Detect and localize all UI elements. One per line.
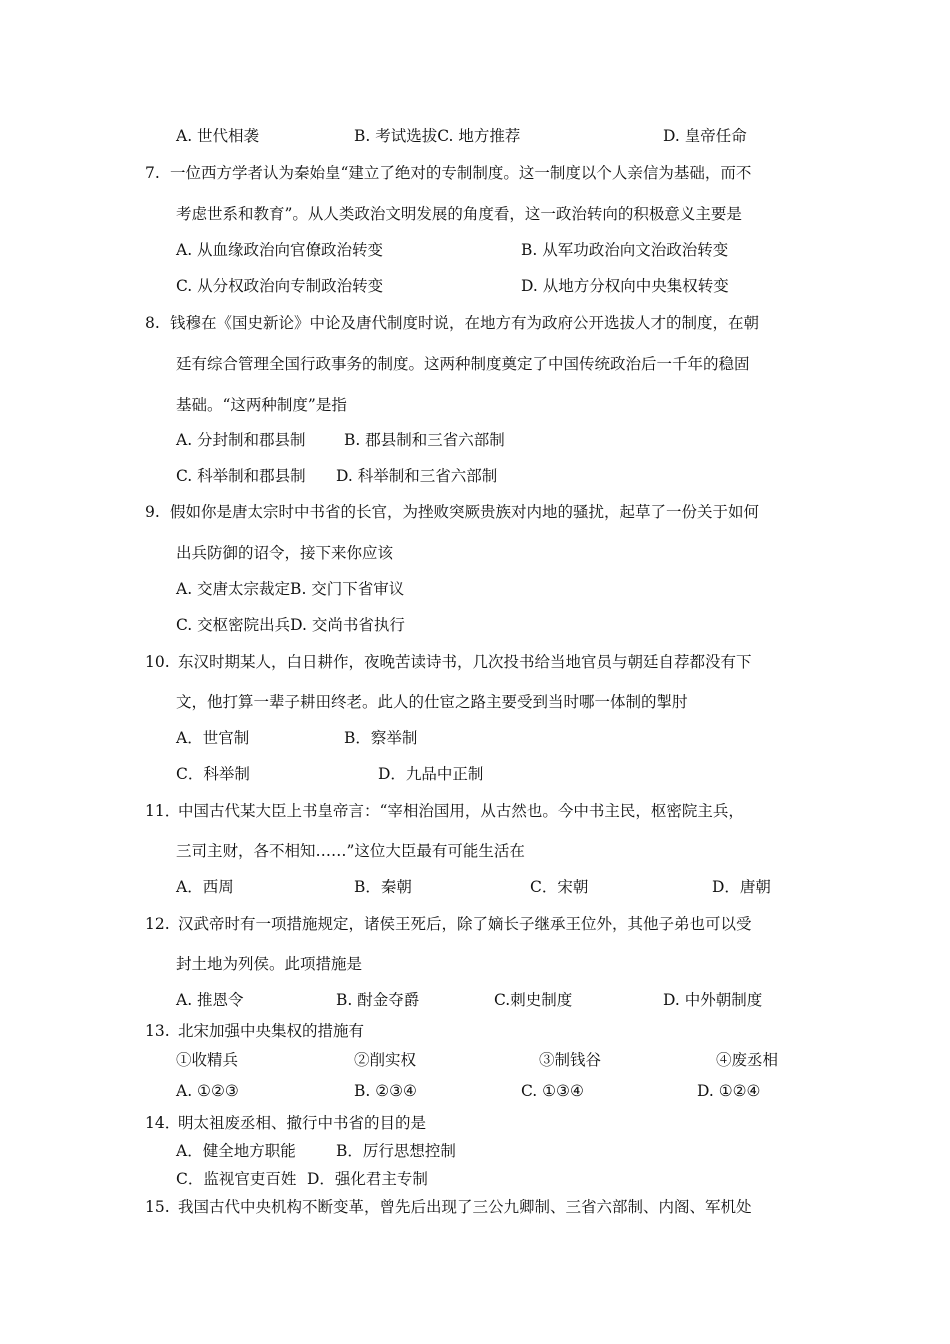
q14-number: 14． bbox=[145, 1114, 181, 1132]
q9-stem-line-2: 出兵防御的诏令，接下来你应该 bbox=[176, 544, 394, 562]
q13-item-4: ④废丞相 bbox=[716, 1051, 779, 1069]
q8-option-a: A. 分封制和郡县制 bbox=[176, 431, 306, 449]
q13-stem-line-1: 北宋加强中央集权的措施有 bbox=[178, 1022, 365, 1040]
q8-stem-line-1: 钱穆在《国史新论》中论及唐代制度时说，在地方有为政府公开选拔人才的制度，在朝 bbox=[170, 314, 760, 332]
q10-stem-line-2: 文，他打算一辈子耕田终老。此人的仕宦之路主要受到当时哪一体制的掣肘 bbox=[176, 693, 688, 711]
q13-option-c: C. ①③④ bbox=[521, 1082, 584, 1100]
q10-option-b: B．察举制 bbox=[344, 729, 418, 747]
q12-option-a: A. 推恩令 bbox=[176, 991, 244, 1009]
q8-option-b: B. 郡县制和三省六部制 bbox=[344, 431, 505, 449]
q14-option-a: A．健全地方职能 bbox=[176, 1142, 296, 1160]
q8-stem-line-3: 基础。“这两种制度”是指 bbox=[176, 396, 347, 414]
q13-option-a: A. ①②③ bbox=[176, 1082, 239, 1100]
q12-option-b: B. 酎金夺爵 bbox=[336, 991, 420, 1009]
q13-item-2: ②削实权 bbox=[354, 1051, 417, 1069]
q6-option-d: D. 皇帝任命 bbox=[663, 127, 747, 145]
q10-option-c: C．科举制 bbox=[176, 765, 250, 783]
q6-option-bc: B. 考试选拔C. 地方推荐 bbox=[354, 127, 521, 145]
q8-option-c: C. 科举制和郡县制 bbox=[176, 467, 306, 485]
q7-stem-line-1: 一位西方学者认为秦始皇“建立了绝对的专制制度。这一制度以个人亲信为基础，而不 bbox=[170, 164, 752, 182]
q10-stem-line-1: 东汉时期某人，白日耕作，夜晚苦读诗书，几次投书给当地官员与朝廷自荐都没有下 bbox=[178, 653, 752, 671]
q9-option-ab: A. 交唐太宗裁定B. 交门下省审议 bbox=[176, 580, 405, 598]
q14-option-b: B．厉行思想控制 bbox=[336, 1142, 456, 1160]
q11-option-b: B．秦朝 bbox=[354, 878, 412, 896]
q14-option-c: C．监视官吏百姓 bbox=[176, 1170, 297, 1188]
q7-option-a: A. 从血缘政治向官僚政治转变 bbox=[176, 241, 384, 259]
q12-option-d: D. 中外朝制度 bbox=[663, 991, 763, 1009]
q10-option-d: D．九品中正制 bbox=[378, 765, 484, 783]
q13-option-d: D. ①②④ bbox=[697, 1082, 761, 1100]
q8-option-d: D. 科举制和三省六部制 bbox=[336, 467, 498, 485]
q9-stem-line-1: 假如你是唐太宗时中书省的长官，为挫败突厥贵族对内地的骚扰，起草了一份关于如何 bbox=[170, 503, 760, 521]
q13-item-1: ①收精兵 bbox=[176, 1051, 239, 1069]
q15-number: 15. bbox=[145, 1198, 170, 1216]
q7-option-d: D. 从地方分权向中央集权转变 bbox=[521, 277, 729, 295]
q9-option-cd: C. 交枢密院出兵D. 交尚书省执行 bbox=[176, 616, 405, 634]
q12-option-c: C.刺史制度 bbox=[494, 991, 573, 1009]
q12-number: 12. bbox=[145, 915, 170, 933]
q7-number: 7. bbox=[145, 164, 160, 182]
q7-option-b: B. 从军功政治向文治政治转变 bbox=[521, 241, 729, 259]
q12-stem-line-2: 封土地为列侯。此项措施是 bbox=[176, 955, 363, 973]
q11-option-c: C．宋朝 bbox=[530, 878, 589, 896]
q14-stem-line-1: 明太祖废丞相、撤行中书省的目的是 bbox=[178, 1114, 427, 1132]
q15-stem-line-1: 我国古代中央机构不断变革，曾先后出现了三公九卿制、三省六部制、内阁、军机处 bbox=[178, 1198, 752, 1216]
q11-stem-line-1: 中国古代某大臣上书皇帝言：“宰相治国用，从古然也。今中书主民，枢密院主兵， bbox=[178, 802, 744, 820]
q10-option-a: A．世官制 bbox=[176, 729, 250, 747]
q7-stem-line-2: 考虑世系和教育”。从人类政治文明发展的角度看，这一政治转向的积极意义主要是 bbox=[176, 205, 742, 223]
q7-option-c: C. 从分权政治向专制政治转变 bbox=[176, 277, 384, 295]
q11-option-d: D．唐朝 bbox=[712, 878, 771, 896]
q8-stem-line-2: 廷有综合管理全国行政事务的制度。这两种制度奠定了中国传统政治后一千年的稳固 bbox=[176, 355, 750, 373]
q10-number: 10. bbox=[145, 653, 170, 671]
q9-number: 9. bbox=[145, 503, 160, 521]
q11-number: 11． bbox=[145, 802, 181, 820]
q13-item-3: ③制钱谷 bbox=[539, 1051, 602, 1069]
q6-option-a: A. 世代相袭 bbox=[176, 127, 260, 145]
q11-option-a: A．西周 bbox=[176, 878, 234, 896]
q13-option-b: B. ②③④ bbox=[354, 1082, 417, 1100]
q12-stem-line-1: 汉武帝时有一项措施规定，诸侯王死后，除了嫡长子继承王位外，其他子弟也可以受 bbox=[178, 915, 752, 933]
q13-number: 13. bbox=[145, 1022, 170, 1040]
q11-stem-line-2: 三司主财，各不相知……”这位大臣最有可能生活在 bbox=[176, 842, 525, 860]
q14-option-d: D．强化君主专制 bbox=[307, 1170, 428, 1188]
q8-number: 8. bbox=[145, 314, 160, 332]
